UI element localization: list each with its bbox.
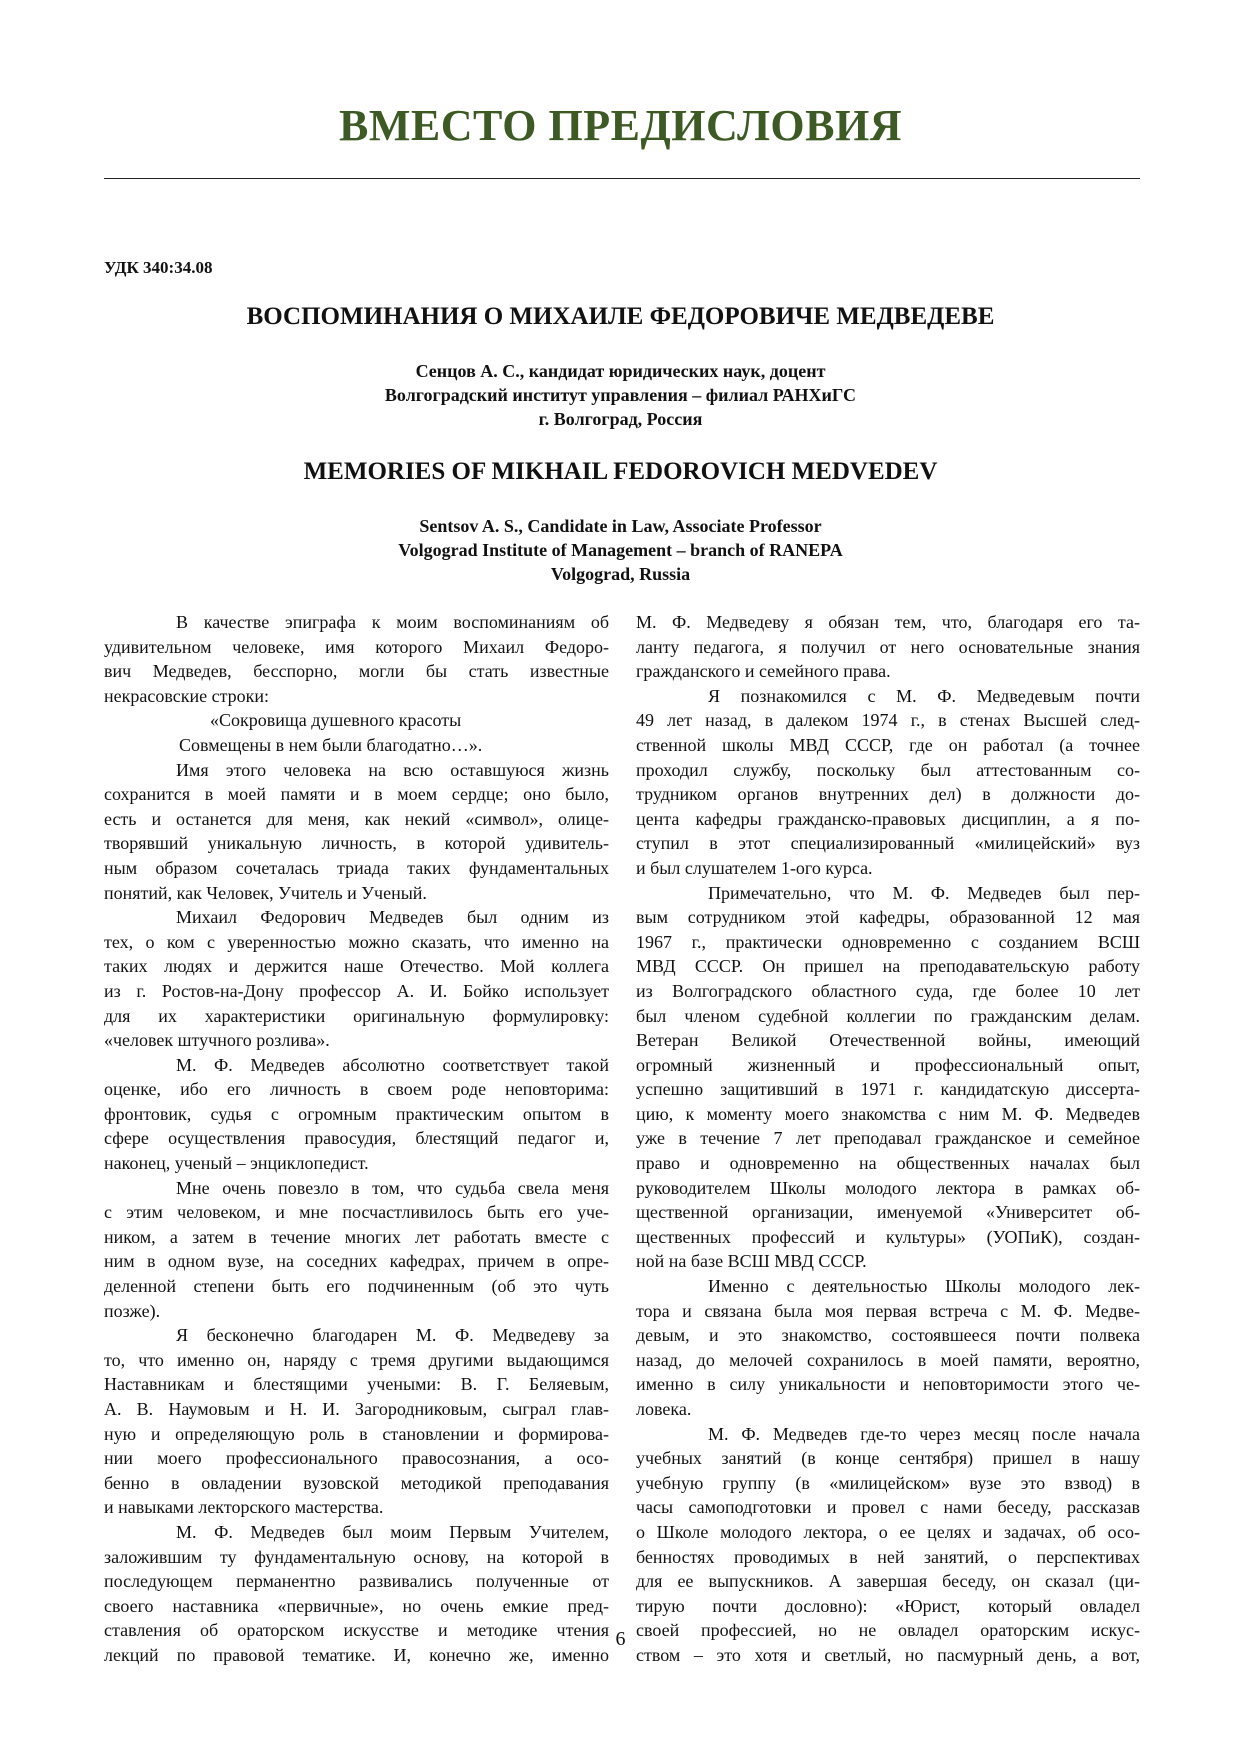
text-line: А. В. Наумовым и Н. И. Загородниковым, сыграл глав- bbox=[104, 1399, 609, 1419]
text-line: тора и связана была моя первая встреча с М. Ф. Медве- bbox=[636, 1300, 1140, 1321]
text-line: руководителем Школы молодого лектора в рамках об- bbox=[636, 1177, 1140, 1198]
text-line: своего наставника «первичные», но очень емкие пред- bbox=[104, 1595, 609, 1616]
text-line: вич Медведев, бесспорно, могли бы стать известные bbox=[104, 661, 609, 682]
text-line: Я бесконечно благодарен М. Ф. Медведеву за bbox=[176, 1325, 609, 1346]
text-line: В качестве эпиграфа к моим воспоминаниям об bbox=[176, 612, 609, 632]
author-city-ru: г. Волгоград, Россия bbox=[538, 409, 703, 429]
text-line: цию, к моменту моего знакомства с ним М. Ф. Медведев bbox=[636, 1103, 1140, 1124]
text-line: уже в течение 7 лет преподавал гражданское и семейное bbox=[636, 1128, 1140, 1149]
body-column-right bbox=[636, 610, 1140, 1668]
text-line: сфере осуществления правосудия, блестящий педагог и, bbox=[104, 1128, 609, 1149]
text-line: ником, а затем в течение многих лет работать вместе с bbox=[104, 1226, 609, 1247]
text-line: удивительном человеке, имя которого Михаил Федоро- bbox=[104, 636, 609, 657]
author-affiliation-en: Volgograd Institute of Management – branch of RANEPA bbox=[398, 540, 843, 560]
section-title: ВМЕСТО ПРЕДИСЛОВИЯ bbox=[339, 101, 902, 150]
text-line: Я познакомился с М. Ф. Медведевым почти bbox=[708, 685, 1140, 706]
text-line: своей профессией, но не овладел ораторским искус- bbox=[636, 1620, 1140, 1641]
text-line: щественных профессий и культуры» (УОПиК), создан- bbox=[636, 1226, 1140, 1247]
author-city-en: Volgograd, Russia bbox=[550, 564, 691, 584]
text-line: и был слушателем 1-ого курса. bbox=[636, 857, 873, 878]
text-line: МВД СССР. Он пришел на преподавательскую работу bbox=[636, 956, 1140, 977]
author-name-ru: Сенцов А. С., кандидат юридических наук, доцент bbox=[415, 361, 826, 381]
text-line: М. Ф. Медведев где-то через месяц после начала bbox=[708, 1423, 1140, 1444]
text-line: ную и определяющую роль в становлении и формирова- bbox=[104, 1423, 609, 1444]
text-line: ним в одном вузе, на соседних кафедрах, причем в опре- bbox=[104, 1251, 609, 1272]
text-line: огромный жизненный и профессиональный опыт, bbox=[636, 1054, 1140, 1075]
text-line: гражданского и семейного права. bbox=[636, 661, 891, 682]
text-line: для их характеристики оригинальную формулировку: bbox=[104, 1005, 609, 1026]
body-column-left bbox=[104, 610, 609, 1668]
text-line: М. Ф. Медведев абсолютно соответствует такой bbox=[176, 1054, 609, 1075]
text-line: некрасовские строки: bbox=[104, 685, 270, 706]
text-line: «человек штучного розлива». bbox=[104, 1030, 330, 1051]
text-line: трудником органов внутренних дел) в должности до- bbox=[636, 784, 1140, 805]
text-line: Именно с деятельностью Школы молодого лек- bbox=[708, 1276, 1140, 1297]
text-line: для ее выпускников. А завершая беседу, он сказал (ци- bbox=[636, 1571, 1140, 1592]
text-line: есть и останется для меня, как некий «символ», олице- bbox=[104, 808, 609, 829]
text-line: вым сотрудником этой кафедры, образованной 12 мая bbox=[636, 907, 1140, 928]
text-line: последующем перманентно развивались полученные от bbox=[104, 1571, 609, 1592]
text-line: творявший уникальную личность, в которой удивитель- bbox=[104, 833, 609, 854]
text-line: о Школе молодого лектора, о ее целях и задачах, об осо- bbox=[636, 1521, 1140, 1542]
header-divider bbox=[104, 178, 1140, 179]
text-line: 1967 г., практически одновременно с созданием ВСШ bbox=[636, 931, 1140, 952]
text-line: именно в силу уникальности и неповторимости этого че- bbox=[636, 1374, 1140, 1395]
epigraph-line: «Сокровища душевного красоты bbox=[210, 710, 462, 731]
text-line: ным образом сочеталась триада таких фундаментальных bbox=[104, 857, 609, 878]
text-line: заложившим ту фундаментальную основу, на которой в bbox=[104, 1546, 609, 1567]
article-title-ru: ВОСПОМИНАНИЯ О МИХАИЛЕ ФЕДОРОВИЧЕ МЕДВЕДЕВЕ bbox=[246, 303, 995, 330]
text-line: деленной степени быть его подчиненным (об это чуть bbox=[104, 1276, 609, 1297]
text-line: то, что именно он, наряду с тремя другими выдающимся bbox=[104, 1349, 609, 1370]
text-line: М. Ф. Медведеву я обязан тем, что, благодаря его та- bbox=[636, 612, 1140, 632]
text-line: учебную группу (в «милицейском» вузе это взвод) в bbox=[636, 1472, 1140, 1493]
epigraph-line: Совмещены в нем были благодатно…». bbox=[179, 734, 483, 755]
text-line: таких людях и держится наше Отечество. Мой коллега bbox=[104, 956, 609, 977]
text-line: ственной школы МВД СССР, где он работал (а точнее bbox=[636, 734, 1140, 755]
text-line: бенно в овладении вузовской методикой преподавания bbox=[104, 1472, 609, 1493]
text-line: цента кафедры гражданско-правовых дисциплин, а я по- bbox=[636, 808, 1140, 829]
text-line: проходил службу, поскольку был аттестованным со- bbox=[636, 759, 1140, 780]
text-line: понятий, как Человек, Учитель и Ученый. bbox=[104, 882, 427, 903]
article-title-en: MEMORIES OF MIKHAIL FEDOROVICH MEDVEDEV bbox=[303, 458, 938, 485]
author-block-ru bbox=[0, 359, 1241, 431]
text-line: фронтовик, судья с огромным практическим опытом в bbox=[104, 1103, 609, 1124]
text-line: ной на базе ВСШ МВД СССР. bbox=[636, 1251, 867, 1272]
text-line: наконец, ученый – энциклопедист. bbox=[104, 1153, 369, 1174]
text-line: право и одновременно на общественных началах был bbox=[636, 1153, 1140, 1174]
text-line: часы самоподготовки и провел с нами беседу, рассказав bbox=[636, 1497, 1140, 1518]
text-line: назад, до мелочей сохранилось в моей памяти, вероятно, bbox=[636, 1349, 1140, 1370]
text-line: и навыками лекторского мастерства. bbox=[104, 1497, 384, 1518]
text-line: с этим человеком, и мне посчастливилось быть его уче- bbox=[104, 1202, 609, 1223]
text-line: оценке, ибо его личность в своем роде неповторима: bbox=[104, 1079, 609, 1100]
text-line: М. Ф. Медведев был моим Первым Учителем, bbox=[176, 1521, 609, 1542]
author-name-en: Sentsov A. S., Candidate in Law, Associate Professor bbox=[419, 516, 822, 536]
text-line: ступил в этот специализированный «милицейский» вуз bbox=[636, 833, 1140, 854]
text-line: щественной организации, именуемой «Университет об- bbox=[636, 1202, 1140, 1223]
text-line: бенностях проводимых в ней занятий, о перспективах bbox=[636, 1546, 1140, 1567]
text-line: позже). bbox=[104, 1300, 161, 1321]
text-line: из Волгоградского областного суда, где более 10 лет bbox=[636, 980, 1140, 1001]
text-line: ством – это хотя и светлый, но пасмурный день, а вот, bbox=[636, 1644, 1140, 1665]
text-line: тирую почти дословно): «Юрист, который овладел bbox=[636, 1595, 1140, 1616]
text-line: Примечательно, что М. Ф. Медведев был пер- bbox=[708, 882, 1140, 903]
text-line: был членом судебной коллегии по гражданским делам. bbox=[636, 1005, 1140, 1026]
text-line: Имя этого человека на всю оставшуюся жизнь bbox=[176, 759, 609, 780]
page-number: 6 bbox=[615, 1628, 626, 1650]
text-line: ставления об ораторском искусстве и методике чтения bbox=[104, 1620, 609, 1641]
text-line: сохранится в моей памяти и в моем сердце; оно было, bbox=[104, 784, 609, 805]
text-line: лекций по правовой тематике. И, конечно же, именно bbox=[104, 1644, 609, 1665]
text-line: Михаил Федорович Медведев был одним из bbox=[176, 907, 609, 928]
text-line: ланту педагога, я получил от него основательные знания bbox=[636, 636, 1140, 657]
text-line: Ветеран Великой Отечественной войны, имеющий bbox=[636, 1030, 1140, 1051]
text-line: ловека. bbox=[636, 1399, 692, 1419]
text-line: тех, о ком с уверенностью можно сказать, что именно на bbox=[104, 931, 609, 952]
text-line: учебных занятий (в конце сентября) пришел в нашу bbox=[636, 1448, 1140, 1469]
text-line: успешно защитивший в 1971 г. кандидатскую диссерта- bbox=[636, 1079, 1140, 1100]
text-line: девым, и это знакомство, состоявшееся почти полвека bbox=[636, 1325, 1140, 1346]
text-line: Мне очень повезло в том, что судьба свела меня bbox=[176, 1177, 609, 1198]
text-line: нии моего профессионального правосознания, а осо- bbox=[104, 1448, 609, 1469]
udk-code: УДК 340:34.08 bbox=[104, 258, 213, 277]
text-line: из г. Ростов-на-Дону профессор А. И. Бойко использует bbox=[104, 980, 609, 1001]
author-block-en bbox=[0, 514, 1241, 586]
text-line: 49 лет назад, в далеком 1974 г., в стенах Высшей след- bbox=[636, 710, 1140, 731]
text-line: Наставникам и блестящими учеными: В. Г. Беляевым, bbox=[104, 1374, 609, 1395]
author-affiliation-ru: Волгоградский институт управления – филиал РАНХиГС bbox=[384, 385, 857, 405]
